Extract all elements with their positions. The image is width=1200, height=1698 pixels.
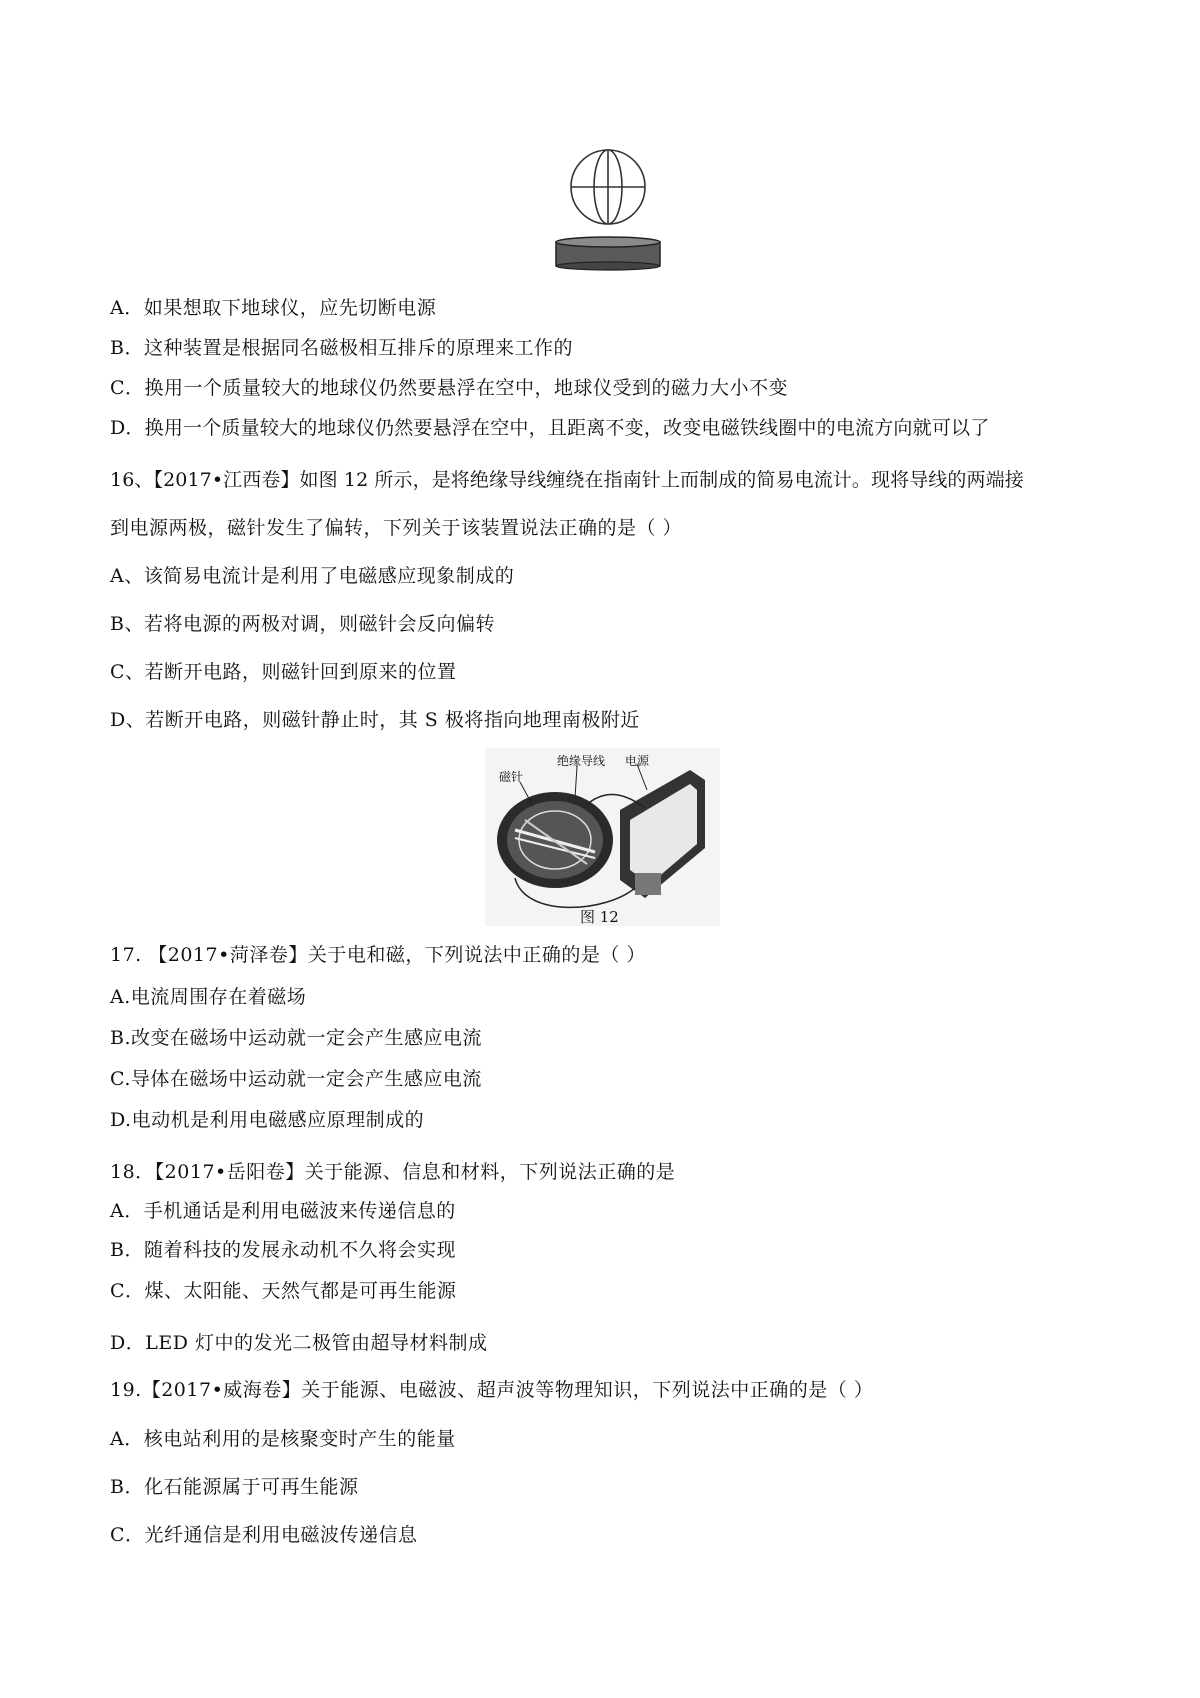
- q15-option-c: C．换用一个质量较大的地球仪仍然要悬浮在空中，地球仪受到的磁力大小不变: [110, 377, 789, 399]
- q15-option-a: A．如果想取下地球仪，应先切断电源: [110, 297, 437, 319]
- figure-12: [485, 748, 720, 926]
- q18-option-d: D．LED 灯中的发光二极管由超导材料制成: [110, 1332, 488, 1354]
- electromagnet-base-icon: [556, 237, 660, 270]
- globe-icon: [571, 150, 645, 224]
- levitating-globe-figure: [548, 143, 668, 273]
- q18-option-c: C．煤、太阳能、天然气都是可再生能源: [110, 1280, 457, 1302]
- compass-coil-icon: [497, 792, 613, 888]
- q17-option-d: D.电动机是利用电磁感应原理制成的: [110, 1109, 425, 1131]
- q17-stem: 17. 【2017•菏泽卷】关于电和磁，下列说法中正确的是（ ）: [110, 944, 646, 966]
- figure-label-needle: 磁针: [499, 770, 524, 784]
- figure-label-wire: 绝缘导线: [557, 754, 606, 768]
- q16-option-b: B、若将电源的两极对调，则磁针会反向偏转: [110, 613, 495, 635]
- q16-option-c: C、若断开电路，则磁针回到原来的位置: [110, 661, 457, 683]
- q18-stem: 18．【2017•岳阳卷】关于能源、信息和材料，下列说法正确的是: [110, 1161, 676, 1183]
- q17-option-a: A.电流周围存在着磁场: [110, 986, 307, 1008]
- q18-option-a: A．手机通话是利用电磁波来传递信息的: [110, 1200, 456, 1222]
- q16-stem-line2: 到电源两极，磁针发生了偏转，下列关于该装置说法正确的是（ ）: [110, 517, 683, 539]
- q16-stem-line1: 16、【2017•江西卷】如图 12 所示，是将绝缘导线缠绕在指南针上而制成的简易电流计。现将导线的两端接: [110, 469, 1024, 491]
- q19-stem: 19.【2017•威海卷】关于能源、电磁波、超声波等物理知识，下列说法中正确的是（ ）: [110, 1379, 874, 1401]
- q19-option-a: A．核电站利用的是核聚变时产生的能量: [110, 1428, 456, 1450]
- figure-label-power: 电源: [625, 754, 650, 768]
- q16-option-d: D、若断开电路，则磁针静止时，其 S 极将指向地理南极附近: [110, 709, 640, 731]
- q17-option-b: B.改变在磁场中运动就一定会产生感应电流: [110, 1027, 483, 1049]
- q19-option-b: B．化石能源属于可再生能源: [110, 1476, 359, 1498]
- figure-caption: 图 12: [580, 908, 619, 926]
- q18-option-b: B．随着科技的发展永动机不久将会实现: [110, 1239, 456, 1261]
- q17-option-c: C.导体在磁场中运动就一定会产生感应电流: [110, 1068, 482, 1090]
- q15-option-b: B．这种装置是根据同名磁极相互排斥的原理来工作的: [110, 337, 573, 359]
- q16-option-a: A、该简易电流计是利用了电磁感应现象制成的: [110, 565, 515, 587]
- q19-option-c: C．光纤通信是利用电磁波传递信息: [110, 1524, 418, 1546]
- battery-holder-icon: [620, 770, 705, 898]
- q15-option-d: D．换用一个质量较大的地球仪仍然要悬浮在空中，且距离不变，改变电磁铁线圈中的电流方向就可以了: [110, 417, 990, 439]
